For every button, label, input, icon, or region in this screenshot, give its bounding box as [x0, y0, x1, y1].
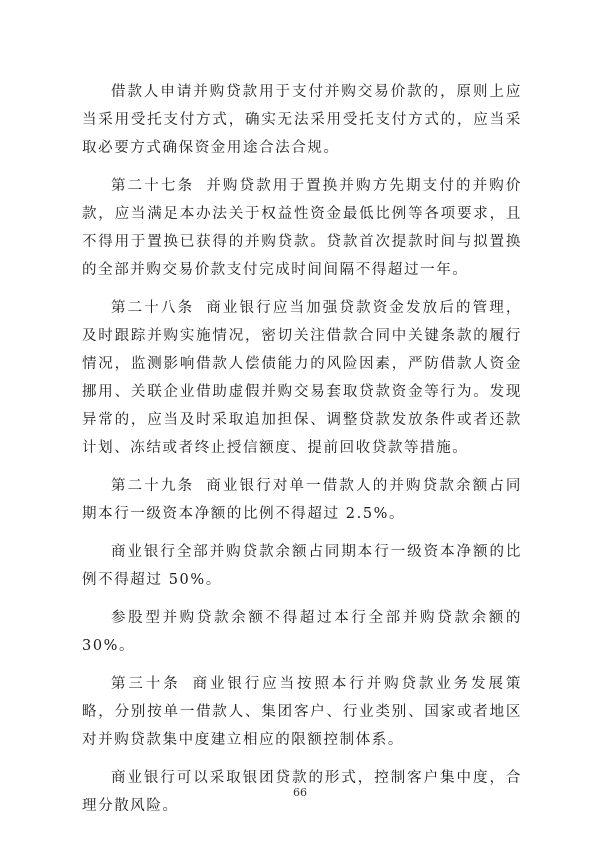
paragraph-article-29: [82, 472, 522, 528]
page-number: 66: [293, 786, 307, 799]
article-number: 第二十八条: [111, 300, 195, 316]
paragraph-total-loan-ratio: [82, 538, 522, 594]
paragraph-text: 借款人申请并购贷款用于支付并购交易价款的，原则上应当采用受托支付方式，确实无法采用受托支付方式的，应当采取必要方式确保资金用途合法合规。: [82, 84, 522, 156]
paragraph-text: 商业银行应当加强贷款资金发放后的管理，及时跟踪并购实施情况，密切关注借款合同中关键条款的履行情况，监测影响借款人偿债能力的风险因素，严防借款人资金挪用、关联企业借助虚假并购交易套取贷款资金等行为。发现异常的，应当及时采取追加担保、调整贷款发放条件或者还款计划、冻结或者终止授信额度、提前回收贷款等措施。: [82, 300, 523, 456]
paragraph-text: 商业银行应当按照本行并购贷款业务发展策略，分别按单一借款人、集团客户、行业类别、国家或者地区对并购贷款集中度建立相应的限额控制体系。: [82, 676, 522, 748]
paragraph-article-28: [82, 294, 522, 462]
paragraph-text: 商业银行可以采取银团贷款的形式，控制客户集中度，合理分散风险。: [82, 770, 522, 814]
paragraph-text: 并购贷款用于置换并购方先期支付的并购价款，应当满足本办法关于权益性资金最低比例等各项要求，且不得用于置换已获得的并购贷款。贷款首次提款时间与拟置换的全部并购交易价款支付完成时间间隔不得超过一年。: [82, 178, 523, 278]
paragraph-text: 参股型并购贷款余额不得超过本行全部并购贷款余额的 30%。: [82, 610, 522, 654]
paragraph-text: 商业银行对单一借款人的并购贷款余额占同期本行一级资本净额的比例不得超过 2.5%。: [82, 478, 523, 522]
article-number: 第二十九条: [111, 478, 195, 494]
paragraph-equity-participation-ratio: [82, 604, 522, 660]
paragraph-article-30: [82, 670, 522, 754]
paragraph-text: 商业银行全部并购贷款余额占同期本行一级资本净额的比例不得超过 50%。: [82, 544, 522, 588]
paragraph-article-27: [82, 172, 522, 284]
paragraph-entrusted-payment: [82, 78, 522, 162]
document-body: [82, 78, 522, 830]
article-number: 第二十七条: [111, 178, 195, 194]
article-number: 第三十条: [111, 676, 181, 692]
